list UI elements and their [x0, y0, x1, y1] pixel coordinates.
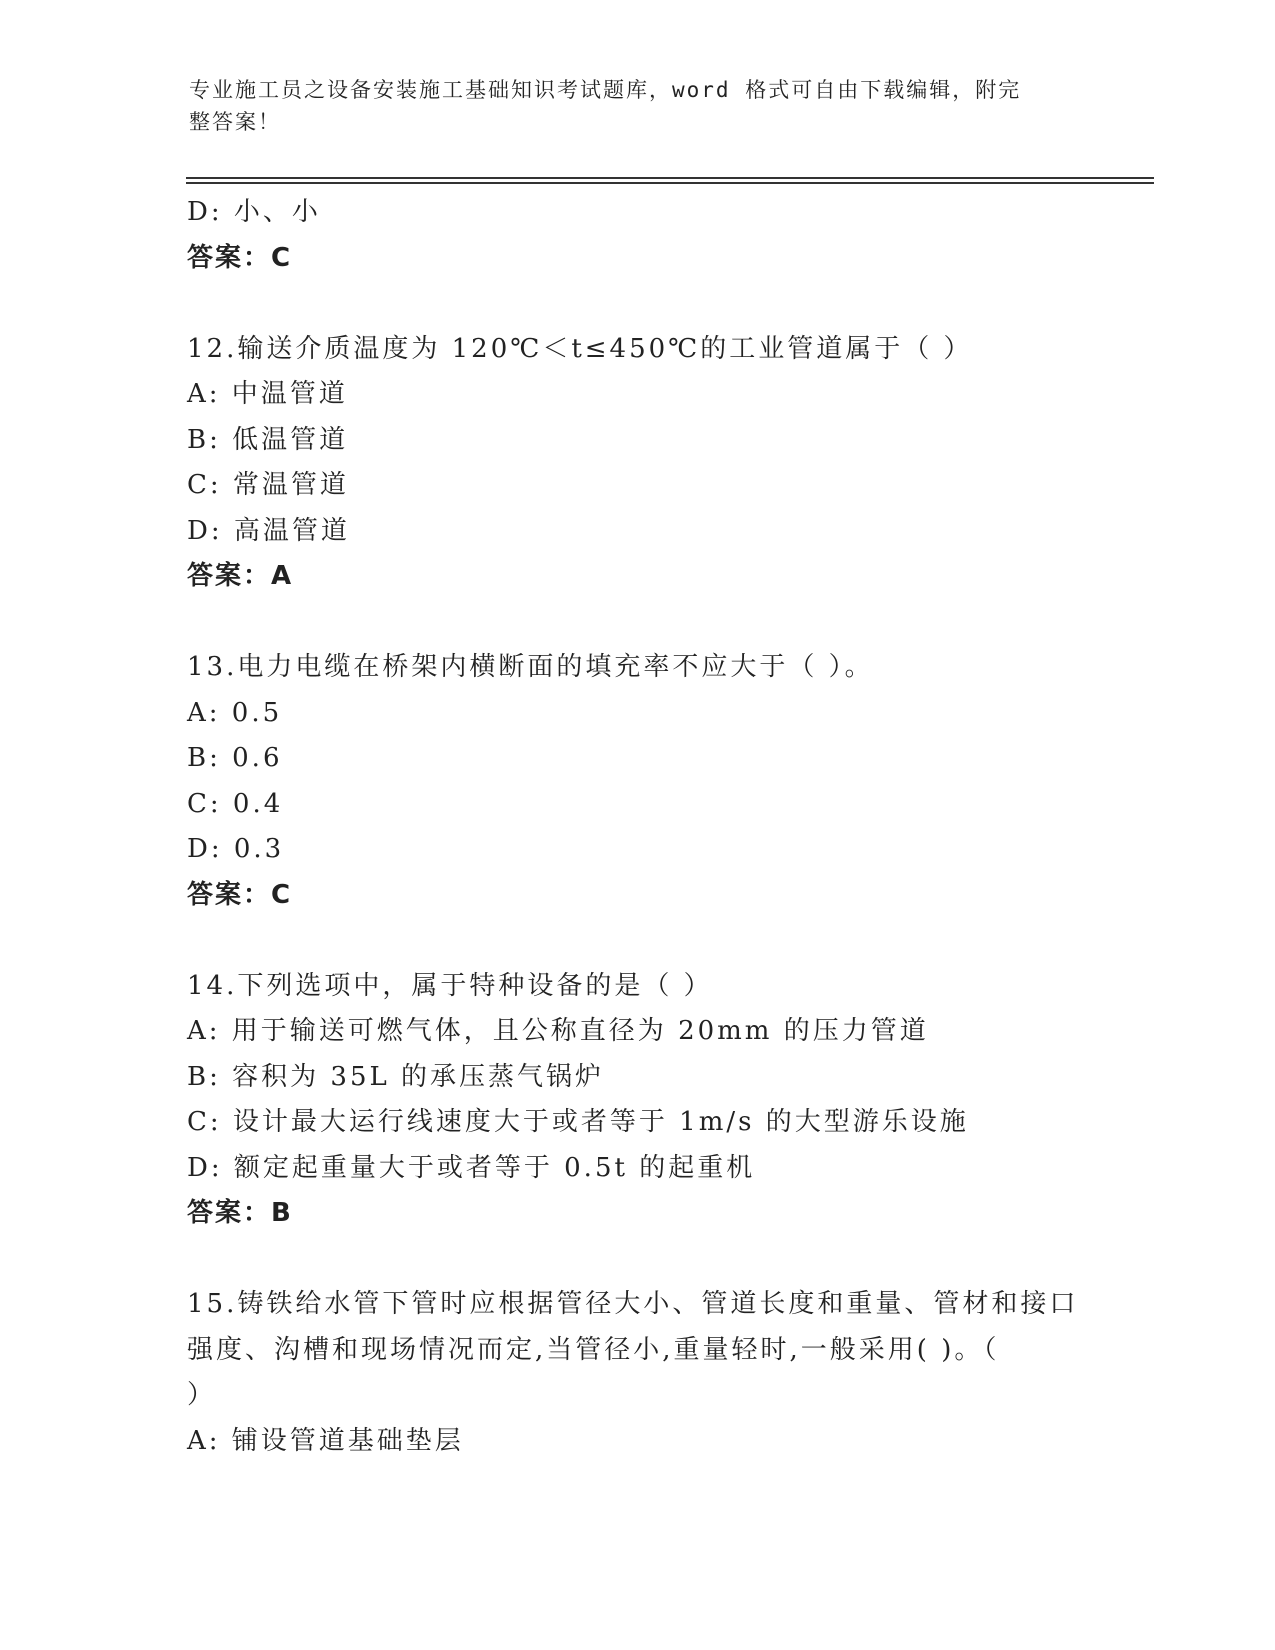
header-divider-bottom — [186, 182, 1154, 184]
question-15-text-line-2: 强度、沟槽和现场情况而定,当管径小,重量轻时,一般采用( )。（ — [187, 1334, 1000, 1365]
question-15-text-line-3: ） — [187, 1380, 217, 1410]
question-12-option-a: A: 中温管道 — [187, 379, 348, 409]
question-13-text: 13.电力电缆在桥架内横断面的填充率不应大于（ ）。 — [187, 652, 874, 682]
question-14-option-c: C: 设计最大运行线速度大于或者等于 1m/s 的大型游乐设施 — [187, 1107, 969, 1137]
question-13-option-b: B: 0.6 — [187, 743, 283, 773]
question-12-option-c: C: 常温管道 — [187, 470, 349, 500]
question-12-option-b: B: 低温管道 — [187, 424, 349, 455]
question-12-answer: 答案：A — [187, 561, 294, 591]
question-13-option-a: A: 0.5 — [187, 697, 283, 728]
question-13-answer: 答案：C — [187, 879, 293, 910]
question-list — [187, 190, 1087, 1464]
prev-answer: 答案：C — [187, 242, 293, 273]
spacer — [187, 281, 1087, 327]
question-14-answer: 答案：B — [187, 1198, 293, 1228]
question-14-text: 14.下列选项中，属于特种设备的是（ ） — [187, 970, 713, 1001]
question-13-option-c: C: 0.4 — [187, 788, 284, 819]
prev-option-d: D: 小、小 — [187, 197, 321, 227]
question-13 — [187, 645, 1087, 918]
question-12 — [187, 327, 1087, 600]
spacer — [187, 600, 1087, 646]
question-14-option-d: D: 额定起重量大于或者等于 0.5t 的起重机 — [187, 1152, 756, 1183]
header-divider-top — [186, 177, 1154, 179]
question-14-option-b: B: 容积为 35L 的承压蒸气锅炉 — [187, 1061, 605, 1092]
question-13-option-d: D: 0.3 — [187, 834, 285, 864]
header-title-line-1: 专业施工员之设备安装施工基础知识考试题库，word 格式可自由下载编辑，附完 — [189, 78, 1022, 102]
spacer — [187, 918, 1087, 964]
question-15 — [187, 1282, 1087, 1464]
header-title-line-2: 整答案！ — [189, 110, 281, 134]
spacer — [187, 1237, 1087, 1283]
question-14 — [187, 964, 1087, 1237]
question-12-option-d: D: 高温管道 — [187, 515, 350, 546]
question-15-text-line-1: 15.铸铁给水管下管时应根据管径大小、管道长度和重量、管材和接口 — [187, 1289, 1079, 1319]
document-header — [189, 74, 1069, 138]
question-14-option-a: A: 用于输送可燃气体，且公称直径为 20mm 的压力管道 — [187, 1016, 929, 1046]
question-12-text: 12.输送介质温度为 120℃＜t≤450℃的工业管道属于（ ） — [187, 333, 973, 364]
question-15-option-a: A: 铺设管道基础垫层 — [187, 1425, 464, 1456]
